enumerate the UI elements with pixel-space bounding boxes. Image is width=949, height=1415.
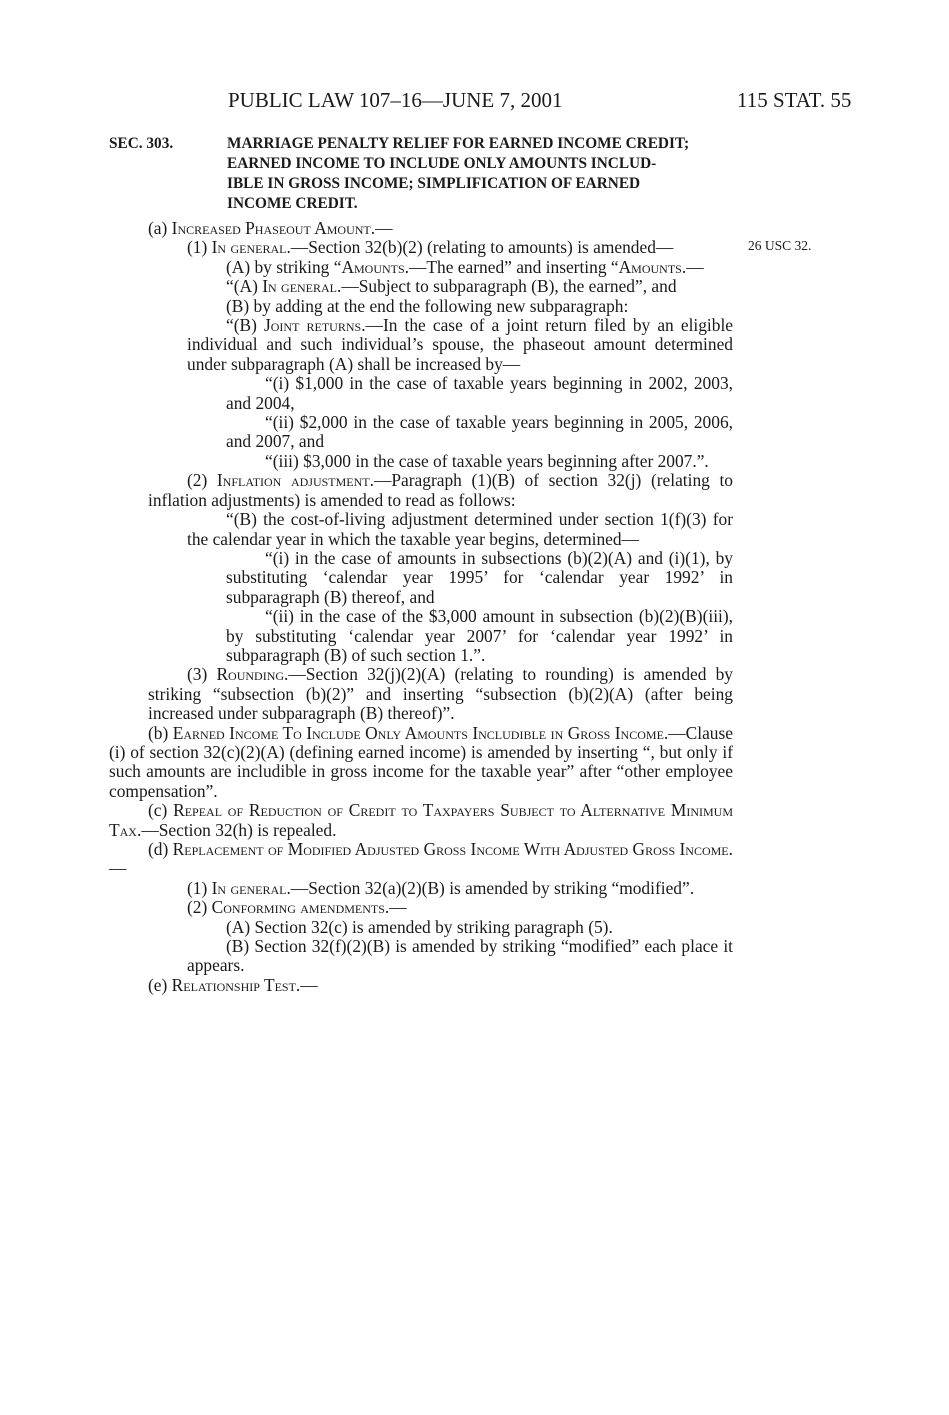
subsection-d-label: (d) — [148, 839, 173, 859]
subsection-c — [109, 801, 733, 840]
quoted-subparagraph-A-heading: In general. — [262, 276, 342, 297]
subparagraph-a1A-inserted-term: Amounts. — [618, 256, 687, 277]
paragraph-a1-heading: In general. — [211, 237, 291, 258]
header-title: PUBLIC LAW 107–16—JUNE 7, 2001 — [228, 88, 563, 112]
subsection-e-heading: Relationship Test. — [171, 974, 301, 995]
subsection-c-heading: Repeal of Reduction of Credit to Taxpayers Subject to Alternative Minimum Tax. — [109, 800, 733, 840]
paragraph-a3-label: (3) — [187, 664, 217, 685]
paragraph-a3-text: —Section 32(j)(2)(A) (relating to rounding) is amended by striking “subsection (b)(2)” and inserting “subsection (b)(2)(A) (after being increased under subparagraph (B) thereof)”. — [148, 664, 733, 724]
subparagraph-a1A — [109, 258, 733, 277]
paragraph-a3 — [109, 665, 733, 723]
quoted-clause-a2ii: “(ii) in the case of the $3,000 amount in subsection (b)(2)(B)(iii), by substituting ‘calendar year 2007’ for ‘calendar year 1992’ in subparagraph (B) of such section 1.”. — [226, 606, 733, 665]
subsection-b-text: —Clause (i) of section 32(c)(2)(A) (defining earned income) is amended by inserting “, but only if such amounts are includible in gross income for the taxable year” after “other employee compensation”. — [109, 722, 733, 801]
subsection-b-heading: Earned Income To Include Only Amounts Includible in Gross Income. — [172, 722, 669, 743]
header-stat-page: 115 STAT. 55 — [737, 88, 852, 112]
clause-i: “(i) $1,000 in the case of taxable years beginning in 2002, 2003, and 2004, — [226, 373, 733, 413]
subsection-b — [109, 724, 733, 802]
subsection-b-label: (b) — [148, 722, 173, 743]
section-heading-line-4: INCOME CREDIT. — [227, 195, 358, 212]
subparagraph-a1B: (B) by adding at the end the following new subparagraph: — [226, 295, 629, 316]
section-heading-line-2: EARNED INCOME TO INCLUDE ONLY AMOUNTS INCLUD- — [227, 155, 657, 172]
section-heading-line-3: IBLE IN GROSS INCOME; SIMPLIFICATION OF EARNED — [227, 175, 641, 192]
paragraph-a1 — [109, 238, 733, 257]
subsection-a-heading: Increased Phaseout Amount. — [171, 218, 376, 238]
paragraph-d1-label: (1) — [187, 877, 212, 898]
paragraph-a1-label: (1) — [187, 237, 212, 258]
subsection-e-label: (e) — [148, 974, 172, 995]
quoted-subparagraph-a2B: “(B) the cost-of-living adjustment determined under section 1(f)(3) for the calendar year in which the taxable year begins, determined— — [187, 509, 733, 549]
quoted-subparagraph-B — [109, 316, 733, 374]
subparagraph-a1A-prefix: (A) by striking “ — [226, 256, 342, 277]
subparagraph-a1A-dash: — — [686, 256, 704, 277]
subsection-d — [109, 840, 733, 879]
paragraph-a3-heading: Rounding. — [216, 664, 289, 685]
subparagraph-a1A-struck-term: Amounts. — [341, 256, 410, 277]
paragraph-a2 — [109, 471, 733, 510]
clause-iii: “(iii) $3,000 in the case of taxable years beginning after 2007.”. — [265, 450, 709, 471]
quoted-subparagraph-A — [109, 277, 733, 296]
subparagraph-d2A: (A) Section 32(c) is amended by striking paragraph (5). — [226, 916, 613, 937]
clause-ii: “(ii) $2,000 in the case of taxable years beginning in 2005, 2006, and 2007, and — [226, 412, 733, 452]
paragraph-d2 — [109, 898, 733, 917]
paragraph-a2-text: —Paragraph (1)(B) of section 32(j) (relating to inflation adjustments) is amended to read as follows: — [148, 470, 733, 510]
quoted-subparagraph-A-text: —Subject to subparagraph (B), the earned”, and — [341, 276, 677, 297]
paragraph-a2-label: (2) — [187, 470, 217, 491]
quoted-subparagraph-B-heading: Joint returns. — [264, 315, 366, 336]
paragraph-d1-text: —Section 32(a)(2)(B) is amended by striking “modified”. — [290, 877, 695, 898]
section-heading — [109, 134, 735, 214]
section-body — [109, 219, 733, 995]
quoted-subparagraph-B-text: —In the case of a joint return filed by an eligible individual and such individual’s spouse, the phaseout amount determined under subparagraph (A) shall be increased by— — [187, 315, 734, 374]
section-number: SEC. 303. — [109, 135, 174, 152]
paragraph-d2-label: (2) — [187, 897, 212, 918]
paragraph-d2-dash: — — [389, 897, 407, 918]
margin-citation: 26 USC 32. — [748, 238, 812, 253]
subsection-a — [109, 219, 733, 238]
paragraph-d1 — [109, 879, 733, 898]
section-heading-line-1: MARRIAGE PENALTY RELIEF FOR EARNED INCOME CREDIT; — [227, 135, 690, 152]
quoted-subparagraph-B-label: “(B) — [226, 315, 264, 336]
subsection-a-dash: — — [375, 218, 393, 238]
subparagraph-d2B: (B) Section 32(f)(2)(B) is amended by striking “modified” each place it appears. — [187, 936, 733, 976]
subsection-d-dash: — — [109, 858, 127, 879]
subsection-c-text: —Section 32(h) is repealed. — [141, 819, 337, 840]
subsection-e — [109, 976, 733, 995]
subsection-a-label: (a) — [148, 218, 172, 238]
page-header — [0, 88, 949, 116]
quoted-clause-a2i: “(i) in the case of amounts in subsections (b)(2)(A) and (i)(1), by substituting ‘calendar year 1995’ for ‘calendar year 1992’ in subparagraph (B) thereof, and — [226, 547, 733, 607]
subsection-e-dash: — — [300, 974, 318, 995]
subsection-d-heading: Replacement of Modified Adjusted Gross Income With Adjusted Gross Income. — [172, 839, 733, 859]
paragraph-a2-heading: Inflation adjustment. — [216, 470, 374, 491]
paragraph-d2-heading: Conforming amendments. — [211, 897, 390, 918]
quoted-subparagraph-A-label: “(A) — [226, 276, 263, 297]
subparagraph-a1A-middle: —The earned” and inserting “ — [409, 256, 619, 277]
paragraph-d1-heading: In general. — [211, 877, 291, 898]
subsection-c-label: (c) — [148, 800, 174, 821]
paragraph-a1-text: —Section 32(b)(2) (relating to amounts) is amended— — [290, 237, 674, 258]
